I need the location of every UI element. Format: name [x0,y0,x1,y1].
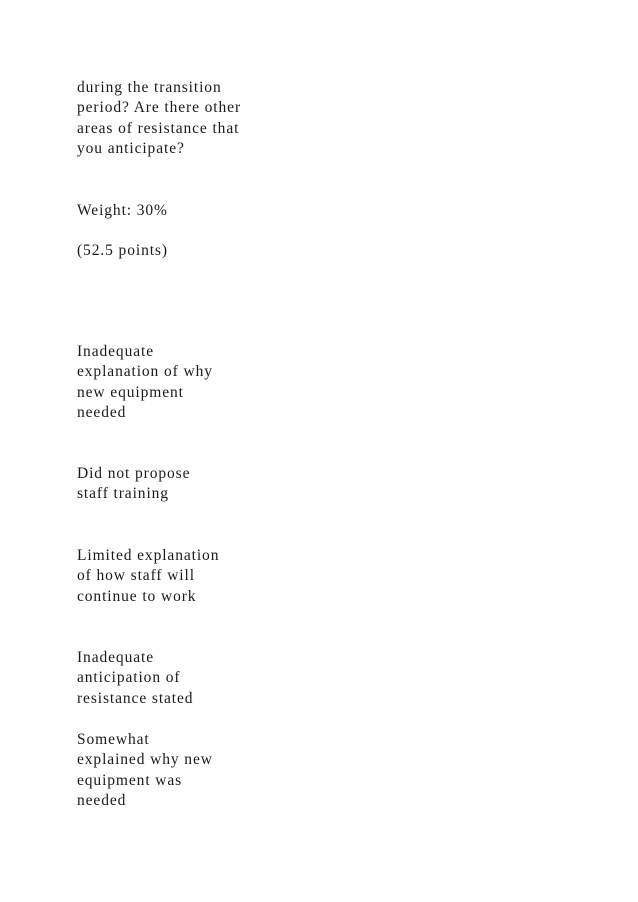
criterion-no-staff-training [77,464,317,505]
text-line: Inadequate [77,343,154,360]
text-line: explained why new [77,751,213,769]
text-line: needed [77,792,127,810]
text-line: anticipation of [77,669,181,687]
criterion-inadequate-explanation [77,342,317,424]
text-line: explanation of why [77,363,213,381]
text-line: staff training [77,485,169,503]
points-label [77,241,317,261]
text-line: Inadequate [77,649,154,666]
text-line: areas of resistance that [77,119,240,137]
text-line: resistance stated [77,689,194,707]
criterion-limited-explanation [77,546,317,607]
text-line: of how staff will [77,567,195,585]
text-line: Weight: 30% [77,202,168,219]
text-line: Somewhat [77,731,150,748]
text-line: new equipment [77,383,184,401]
criterion-somewhat-explained [77,730,317,812]
text-line: (52.5 points) [77,242,168,259]
text-line: you anticipate? [77,140,185,158]
text-line: during the transition [77,79,222,96]
text-line: continue to work [77,587,197,605]
weight-label [77,201,317,221]
text-line: Did not propose [77,465,191,482]
text-line: Limited explanation [77,547,220,564]
text-line: period? Are there other [77,99,242,117]
text-line: equipment was [77,771,183,789]
question-continuation-text [77,78,317,160]
text-line: needed [77,404,127,422]
criterion-inadequate-anticipation [77,648,317,709]
